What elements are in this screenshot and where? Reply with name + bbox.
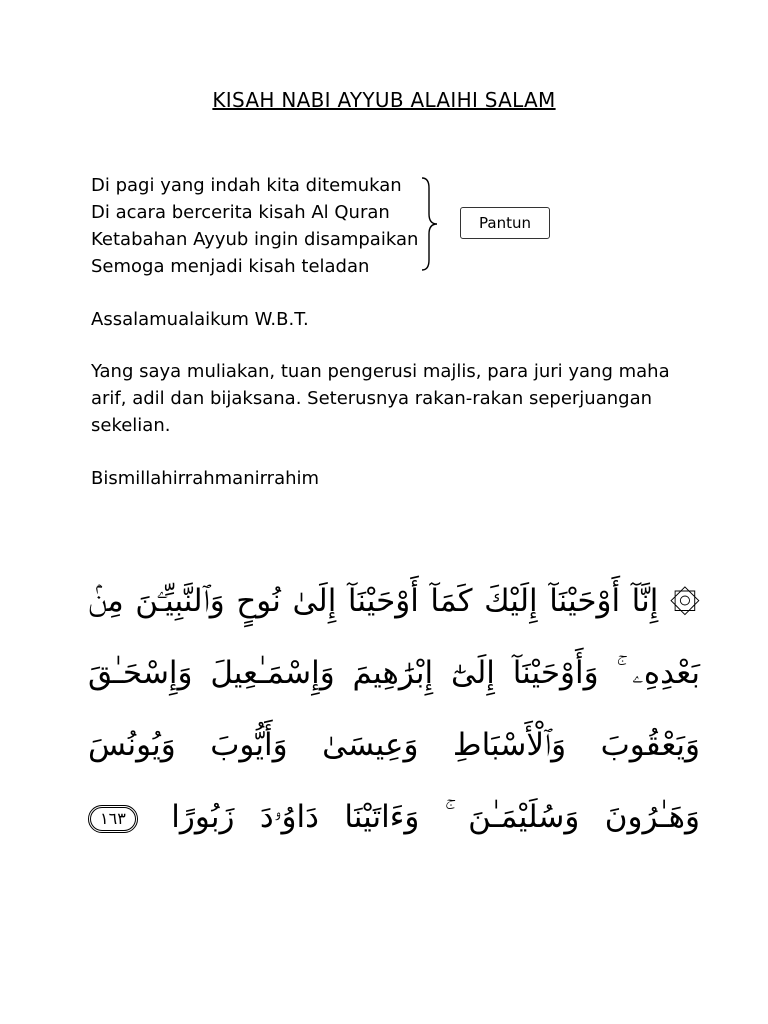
ayah-number-mark: ١٦٣ xyxy=(88,805,138,833)
quran-verse-text: ۞ إِنَّآ أَوْحَيْنَآ إِلَيْكَ كَمَآ أَوْحَيْنَآ إِلَىٰ نُوحٍ وَٱلنَّبِيِّـۧنَ مِنۢ بَعْدِهِۦ ۚ وَأَوْحَيْنَآ إِلَىٰٓ إِبْرَٰهِيمَ وَإِسْمَـٰعِيلَ وَإِسْحَـٰقَ وَيَعْقُوبَ وَٱلْأَسْبَاطِ وَعِيسَىٰ وَأَيُّوبَ وَيُونُسَ وَهَـٰرُونَ وَسُلَيْمَـٰنَ ۚ وَءَاتَيْنَا دَاوُۥدَ زَبُورًا xyxy=(88,583,701,835)
quran-verse xyxy=(88,565,700,853)
pantun-label-box: Pantun xyxy=(460,207,550,239)
pantun-line: Ketabahan Ayyub ingin disampaikan xyxy=(91,229,419,250)
pantun-line: Semoga menjadi kisah teladan xyxy=(91,256,370,277)
bismillah: Bismillahirrahmanirrahim xyxy=(91,468,320,489)
pantun-block xyxy=(91,172,418,280)
opening-paragraph: Yang saya muliakan, tuan pengerusi majlis, para juri yang maha arif, adil dan bijaksana. Seterusnya rakan-rakan seperjuangan sekelian. xyxy=(91,361,670,436)
greeting: Assalamualaikum W.B.T. xyxy=(91,309,309,330)
pantun-line: Di pagi yang indah kita ditemukan xyxy=(91,175,402,196)
document-title: KISAH NABI AYYUB ALAIHI SALAM xyxy=(212,88,556,112)
pantun-line: Di acara bercerita kisah Al Quran xyxy=(91,202,390,223)
curly-brace-icon xyxy=(418,176,440,272)
